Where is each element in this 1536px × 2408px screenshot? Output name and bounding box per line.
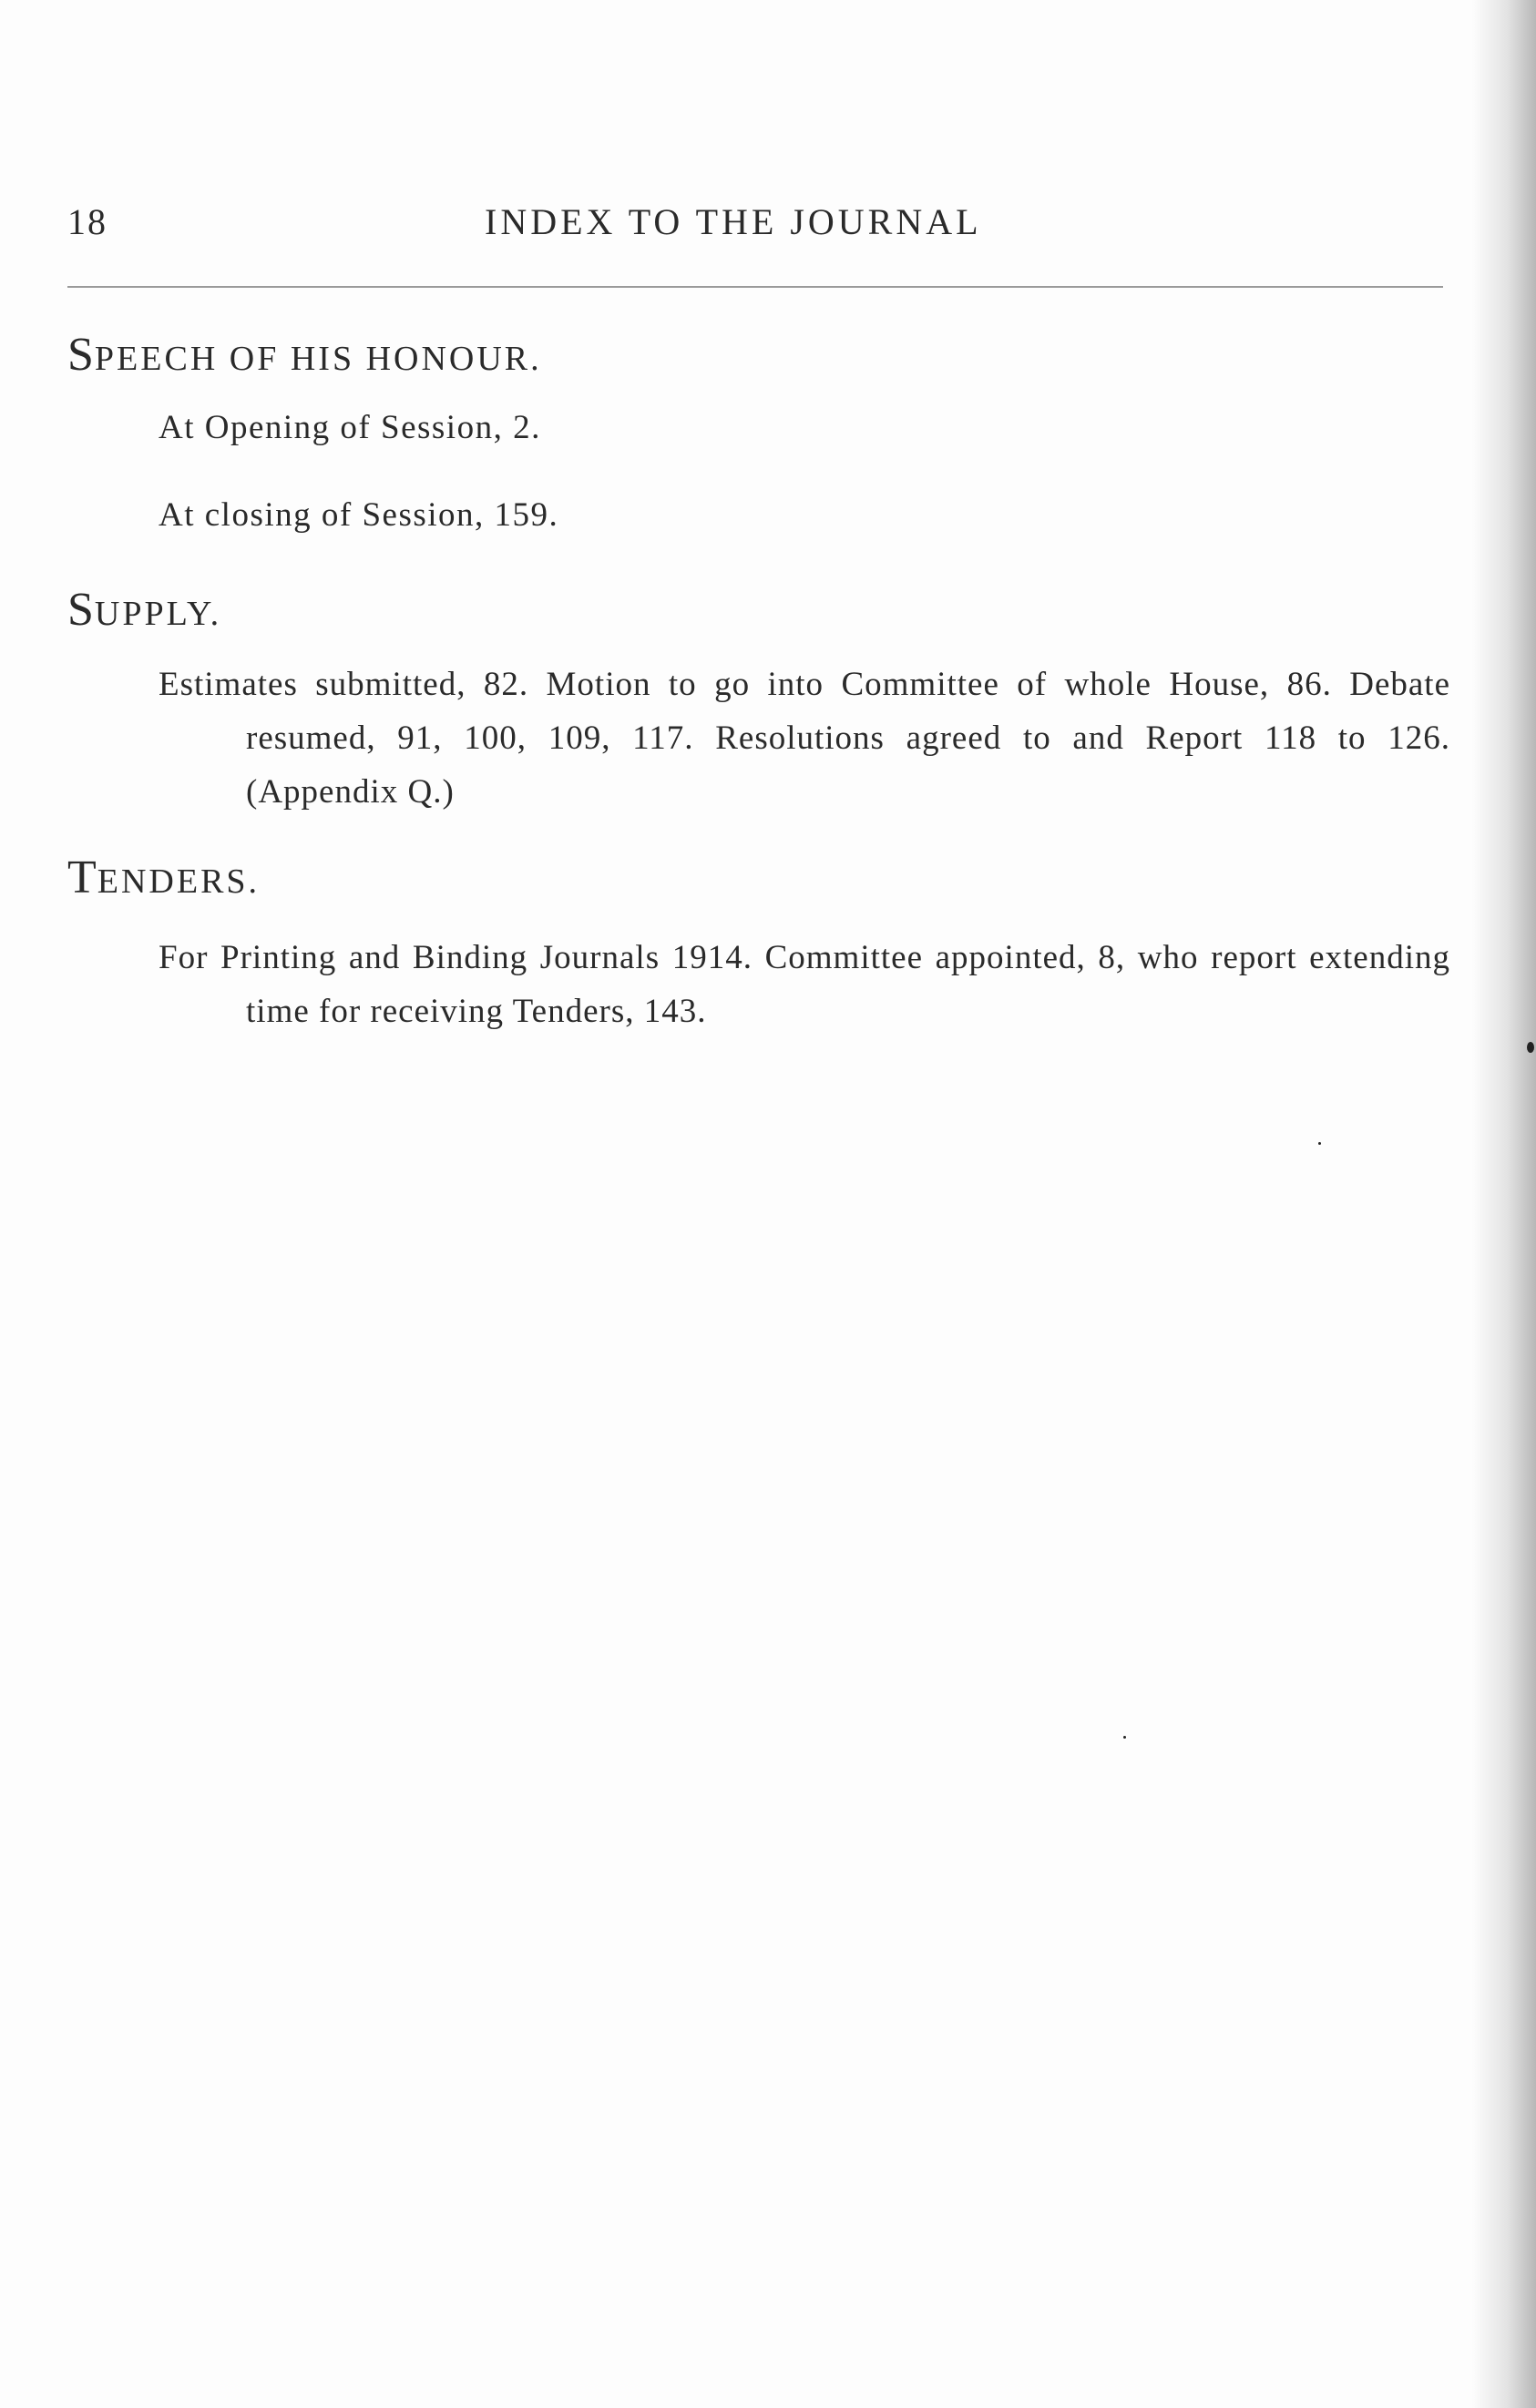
header-rule bbox=[67, 286, 1443, 288]
heading-initial: T bbox=[67, 852, 97, 903]
entry-paragraph-tenders: For Printing and Binding Journals 1914. Committee appointed, 8, who report extending time for receiving Tenders, 143. bbox=[159, 939, 1450, 1030]
page-edge-shadow bbox=[1472, 0, 1536, 2408]
entry-line-opening: At Opening of Session, 2. bbox=[159, 409, 541, 446]
entry-heading-tenders bbox=[67, 851, 260, 904]
heading-initial: S bbox=[67, 329, 95, 381]
entry-heading-speech bbox=[67, 328, 542, 382]
scan-speck bbox=[1527, 1042, 1534, 1053]
heading-text: ENDERS. bbox=[97, 862, 261, 901]
scan-speck bbox=[1318, 1142, 1321, 1145]
scan-speck bbox=[1123, 1736, 1126, 1739]
running-title: INDEX TO THE JOURNAL bbox=[485, 201, 982, 242]
entry-paragraph-supply: Estimates submitted, 82. Motion to go into Committee of whole House, 86. Debate resumed, 91, 100, 109, 117. Resolutions agreed to and Report 118 to 126. (Appendix Q.) bbox=[159, 666, 1450, 811]
page-number: 18 bbox=[67, 201, 108, 242]
heading-initial: S bbox=[67, 584, 95, 636]
heading-text: UPPLY. bbox=[94, 595, 222, 633]
running-head bbox=[0, 200, 1536, 255]
entry-line-closing: At closing of Session, 159. bbox=[159, 496, 559, 534]
heading-text: PEECH OF HIS HONOUR. bbox=[94, 340, 542, 378]
entry-heading-supply bbox=[67, 583, 221, 637]
